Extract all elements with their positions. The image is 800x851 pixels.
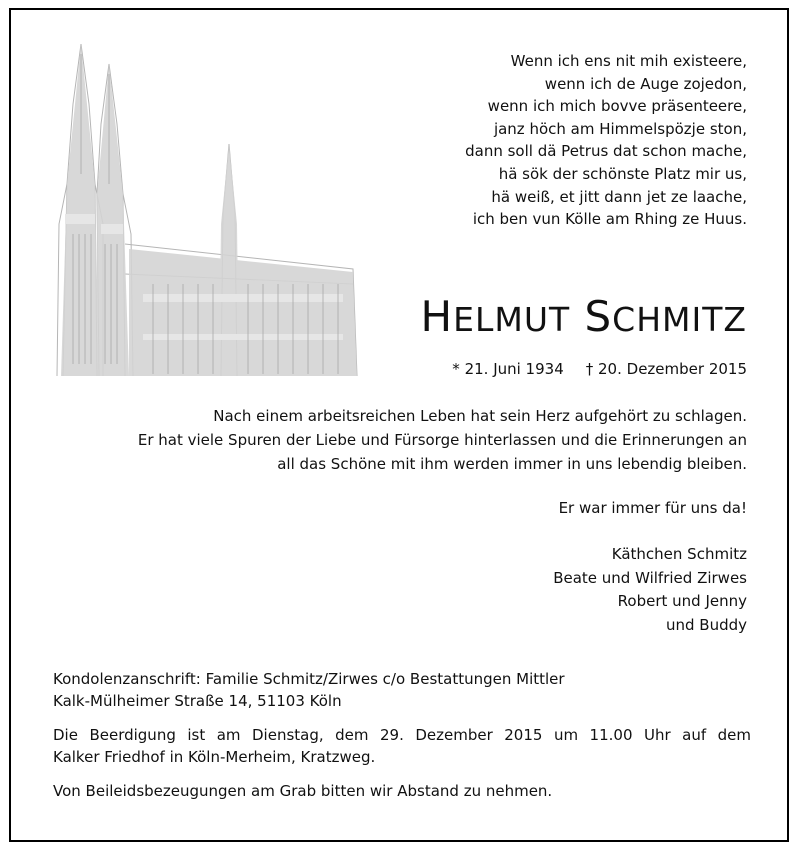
last-name-initial: S: [584, 292, 613, 341]
family-member: Beate und Wilfried Zirwes: [553, 568, 747, 587]
funeral-info: [53, 724, 751, 768]
family-signatures: [553, 543, 747, 637]
poem-line: janz höch am Himmelspözje ston,: [493, 119, 747, 138]
poem-line: hä sök der schönste Platz mir us,: [498, 164, 747, 183]
first-name-rest: ELMUT: [453, 300, 571, 339]
poem-line: wenn ich de Auge zojedon,: [544, 74, 747, 93]
family-member: Käthchen Schmitz: [611, 545, 747, 563]
cologne-cathedral-illustration: [53, 44, 363, 376]
poem-line: hä weiß, et jitt dann jet ze laache,: [491, 187, 747, 206]
message-line: Nach einem arbeitsreichen Leben hat sein Herz aufgehört zu schlagen.: [213, 407, 747, 425]
poem-line: wenn ich mich bovve präsenteere,: [487, 97, 747, 116]
address-line: Kondolenzanschrift: Familie Schmitz/Zirwes c/o Bestattungen Mittler: [53, 670, 565, 688]
footer-info: [53, 668, 751, 814]
message-line: Er hat viele Spuren der Liebe und Fürsorge hinterlassen und die Erinnerungen an: [137, 431, 747, 449]
birth-date: * 21. Juni 1934: [452, 360, 564, 378]
first-name-initial: H: [420, 292, 454, 341]
obituary-card: [9, 8, 789, 842]
life-dates: [452, 358, 747, 380]
poem-line: ich ben vun Kölle am Rhing ze Huus.: [472, 210, 747, 229]
death-date: † 20. Dezember 2015: [585, 360, 747, 378]
funeral-line: Kalker Friedhof in Köln-Merheim, Kratzweg.: [53, 748, 376, 766]
poem-line: Wenn ich ens nit mih existeere,: [510, 52, 747, 70]
message-line: all das Schöne mit ihm werden immer in uns lebendig bleiben.: [277, 455, 747, 473]
poem: [327, 50, 747, 231]
funeral-line: Die Beerdigung ist am Dienstag, dem 29. Dezember 2015 um 11.00 Uhr auf dem: [53, 726, 751, 744]
condolence-note: [53, 780, 751, 802]
family-member: Robert und Jenny: [617, 592, 747, 610]
tagline: Er war immer für uns da!: [558, 499, 747, 517]
condolence-address: [53, 668, 751, 712]
poem-line: dann soll dä Petrus dat schon mache,: [465, 142, 747, 161]
deceased-name: [421, 292, 747, 345]
last-name-rest: CHMITZ: [612, 300, 747, 339]
address-line: Kalk-Mülheimer Straße 14, 51103 Köln: [53, 692, 342, 710]
memorial-message: [47, 404, 747, 476]
family-member: und Buddy: [665, 615, 747, 634]
note-line: Von Beileidsbezeugungen am Grab bitten wir Abstand zu nehmen.: [53, 782, 553, 800]
